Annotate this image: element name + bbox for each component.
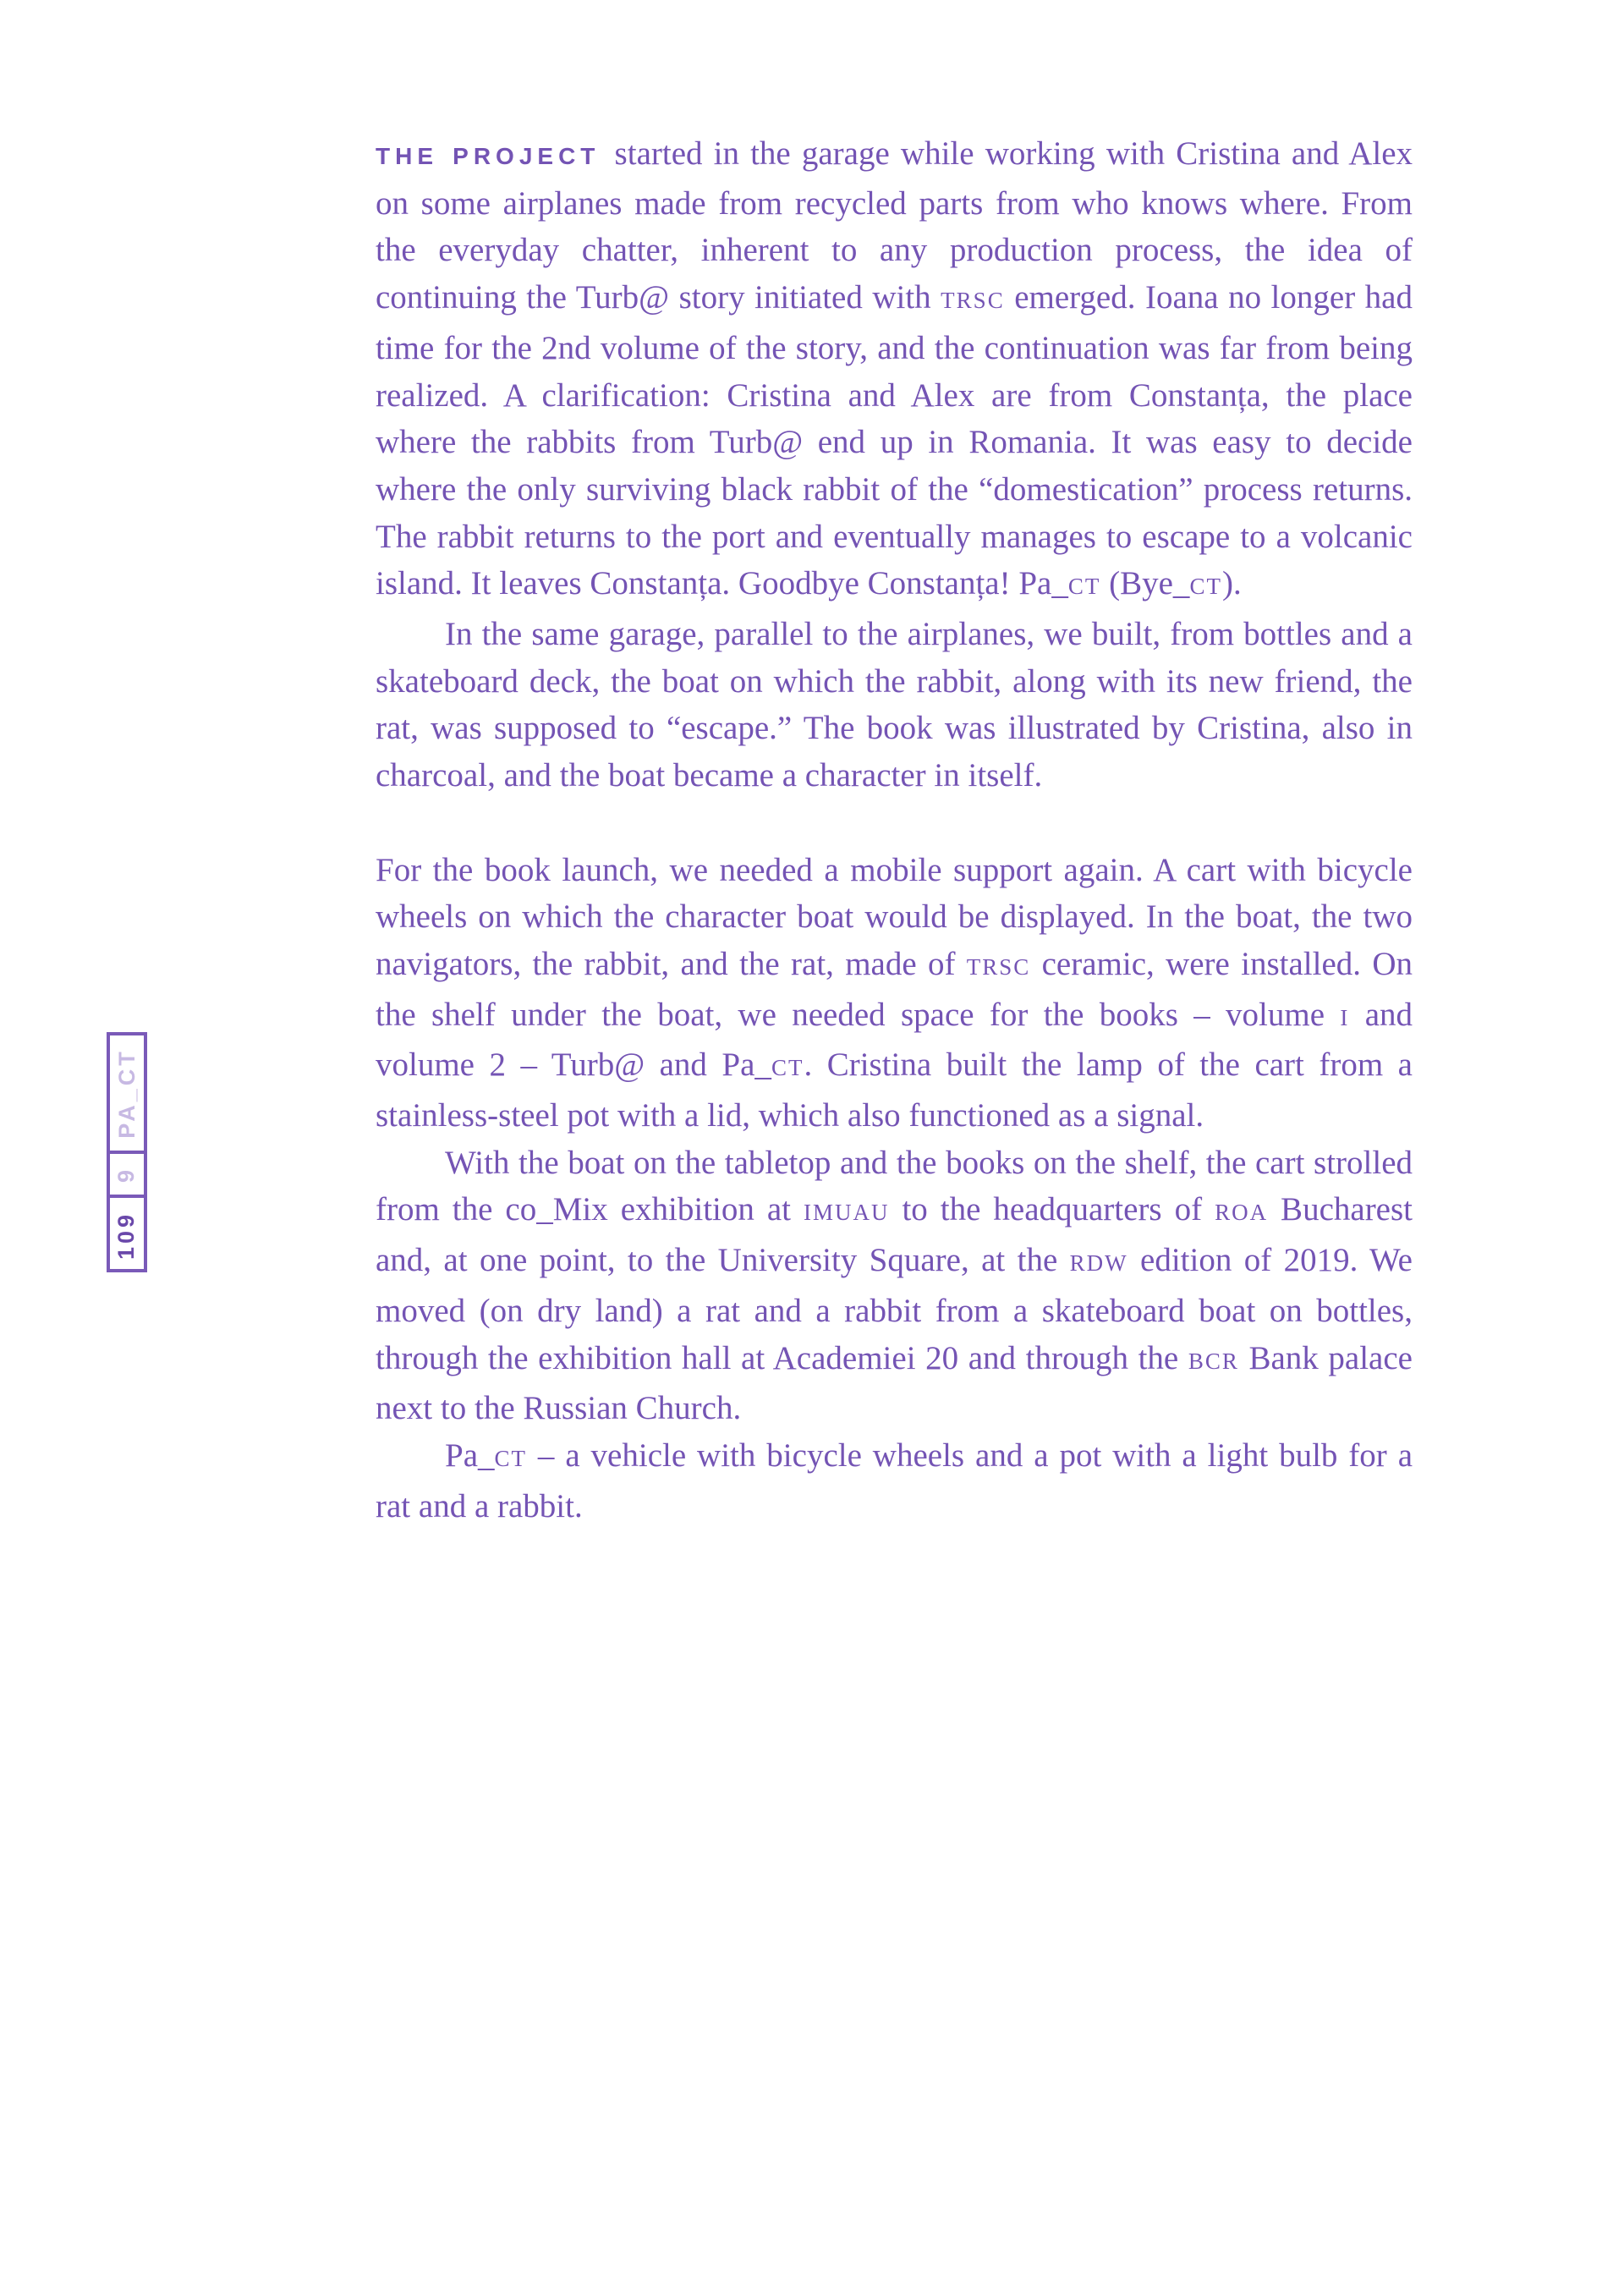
small-caps-ct: CT	[771, 1055, 804, 1081]
paragraph-5	[376, 1432, 1413, 1530]
text-run: . Cristina built the lamp of the cart from a stainless-steel pot with a lid, which also functioned as a signal.	[376, 1046, 1413, 1134]
text-run: Bank palace next to the Russian Church.	[376, 1339, 1413, 1427]
acronym-trsc: TRSC	[941, 288, 1005, 314]
section-lead: THE PROJECT	[376, 143, 601, 169]
text-run: – a vehicle with bicycle wheels and a pot with a light bulb for a rat and a rabbit.	[376, 1436, 1413, 1524]
acronym-imuau: IMUAU	[803, 1200, 890, 1226]
small-caps-ct: CT	[1189, 574, 1222, 600]
paragraph-2	[376, 611, 1413, 799]
roman-numeral-one: I	[1340, 1004, 1350, 1030]
side-tab-title-text: PA_CT	[113, 1047, 140, 1139]
text-run: ).	[1221, 565, 1242, 602]
text-run: Bucharest and, at one point, to the University Square, at the	[376, 1191, 1413, 1279]
paragraph-3	[376, 847, 1413, 1140]
text-run: (Bye_	[1100, 565, 1190, 602]
text-run: started in the garage while working with Cristina and Alex on some airplanes made from recycled parts from who knows where. From the everyday chatter, inherent to any production process, the idea of continuing the Turb@ story initiated with	[376, 135, 1413, 316]
page-side-tab	[107, 1032, 147, 1272]
text-run: With the boat on the tabletop and the books on the shelf, the cart strolled from the co_Mix exhibition at	[376, 1144, 1413, 1228]
acronym-bcr: BCR	[1188, 1348, 1239, 1374]
small-caps-ct: CT	[494, 1445, 528, 1471]
text-run: edition of 2019. We moved (on dry land) a rat and a rabbit from a skateboard boat on bottles, through the exhibition hall at Academiei 20 and through the	[376, 1242, 1413, 1376]
side-tab-title	[110, 1035, 144, 1151]
small-caps-ct: CT	[1067, 574, 1101, 600]
side-tab-chapter	[110, 1154, 144, 1195]
acronym-roa: ROA	[1215, 1200, 1269, 1226]
acronym-rdw: RDW	[1069, 1250, 1128, 1277]
paragraph-4	[376, 1140, 1413, 1432]
side-tab-page	[110, 1198, 144, 1272]
acronym-trsc: TRSC	[966, 953, 1031, 980]
text-run: ceramic, were installed. On the shelf under the boat, we needed space for the books – volume	[376, 945, 1413, 1033]
text-run: and volume 2 – Turb@ and Pa_	[376, 996, 1413, 1084]
page-number: 109	[113, 1211, 140, 1260]
text-run: to the headquarters of	[889, 1191, 1215, 1228]
text-run: emerged. Ioana no longer had time for the 2nd volume of the story, and the continuation was far from being realized. A clarification: Cristina and Alex are from Constanța, the place where the rabbits from Turb@ end up in Romania. It was easy to decide where the only surviving black rabbit of the “domestication” process returns. The rabbit returns to the port and eventually manages to escape to a volcanic island. It leaves Constanța. Goodbye Constanța! Pa_	[376, 279, 1413, 602]
text-run: In the same garage, parallel to the airplanes, we built, from bottles and a skateboard deck, the boat on which the rabbit, along with its new friend, the rat, was supposed to “escape.” The book was illustrated by Cristina, also in charcoal, and the boat became a character in itself.	[376, 616, 1413, 794]
text-run: Pa_	[445, 1436, 495, 1474]
text-run: For the book launch, we needed a mobile support again. A cart with bicycle wheels on which the character boat would be displayed. In the boat, the two navigators, the rabbit, and the rat, made of	[376, 851, 1413, 982]
chapter-number: 9	[113, 1166, 140, 1183]
body-text	[376, 130, 1413, 1530]
paragraph-1	[376, 130, 1413, 611]
